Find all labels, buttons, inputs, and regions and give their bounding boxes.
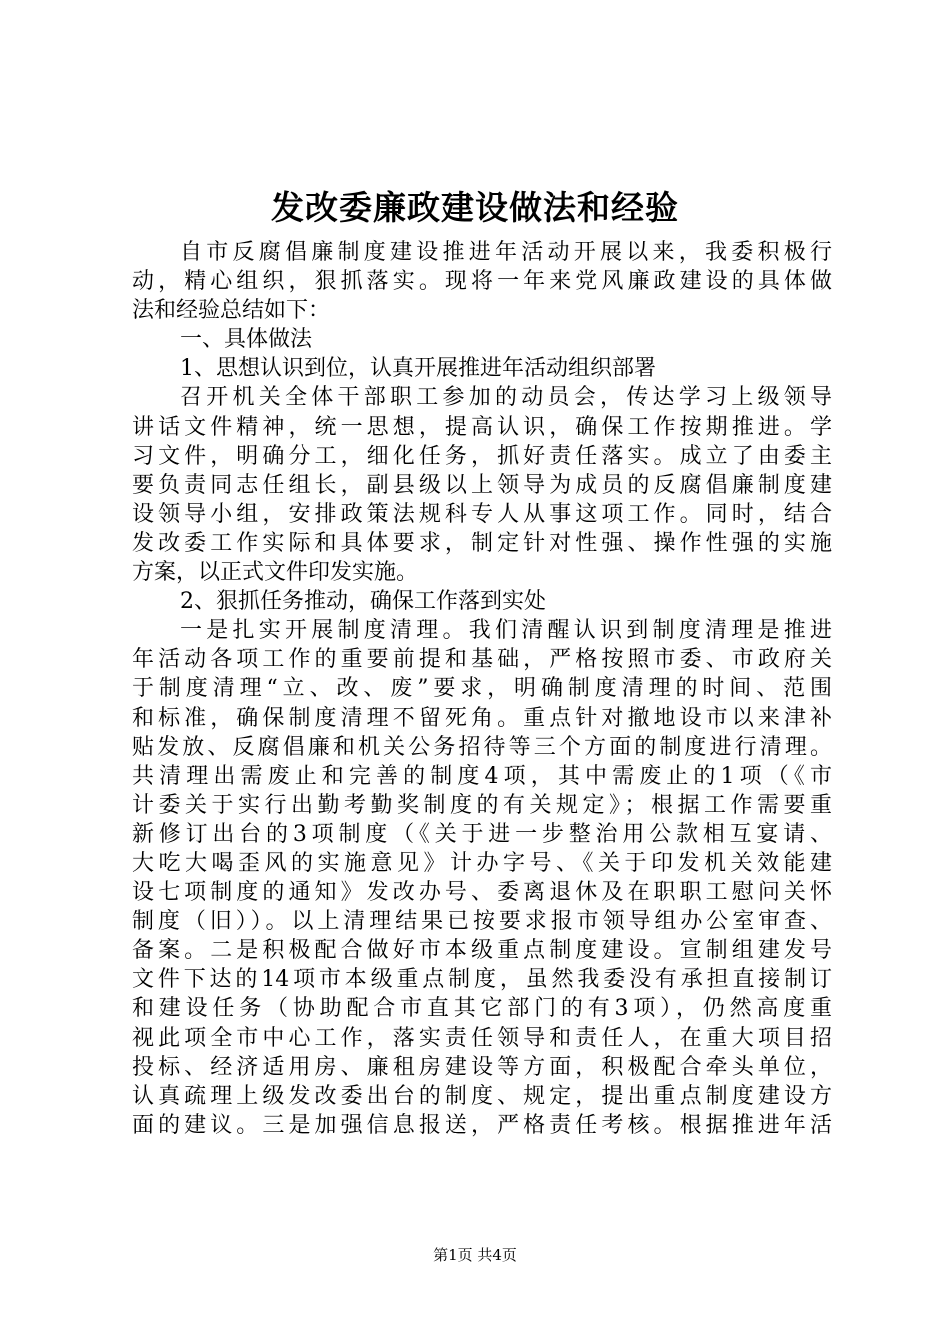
document-body	[132, 238, 832, 1140]
body-line: 新修订出台的3项制度（《关于进一步整治用公款相互宴请、	[132, 821, 832, 847]
body-line: 于制度清理“立、改、废”要求，明确制度清理的时间、范围	[132, 676, 832, 702]
body-line: 召开机关全体干部职工参加的动员会，传达学习上级领导	[180, 385, 832, 411]
body-line: 文件下达的14项市本级重点制度，虽然我委没有承担直接制订	[132, 967, 832, 993]
body-line: 和建设任务（协助配合市直其它部门的有3项），仍然高度重	[132, 996, 832, 1022]
body-line: 大吃大喝歪风的实施意见》计办字号、《关于印发机关效能建	[132, 850, 832, 876]
page-footer: 第1页 共4页	[433, 1246, 517, 1264]
body-line: 年活动各项工作的重要前提和基础，严格按照市委、市政府关	[132, 647, 832, 673]
body-line: 认真疏理上级发改委出台的制度、规定，提出重点制度建设方	[132, 1083, 832, 1109]
body-line: 方案，以正式文件印发实施。	[132, 560, 419, 586]
body-line: 贴发放、反腐倡廉和机关公务招待等三个方面的制度进行清理。	[132, 734, 832, 760]
body-line: 动，精心组织，狠抓落实。现将一年来党风廉政建设的具体做	[132, 269, 832, 295]
body-line: 面的建议。三是加强信息报送，严格责任考核。根据推进年活	[132, 1112, 832, 1138]
body-line: 一是扎实开展制度清理。我们清醒认识到制度清理是推进	[180, 618, 832, 644]
body-line: 共清理出需废止和完善的制度4项，其中需废止的1项（《市	[132, 763, 832, 789]
body-line: 习文件，明确分工，细化任务，抓好责任落实。成立了由委主	[132, 443, 832, 469]
body-line: 法和经验总结如下：	[132, 298, 331, 324]
body-line: 计委关于实行出勤考勤奖制度的有关规定》；根据工作需要重	[132, 792, 832, 818]
body-line: 制度（旧））。以上清理结果已按要求报市领导组办公室审查、	[132, 909, 832, 935]
body-line: 投标、经济适用房、廉租房建设等方面，积极配合牵头单位，	[132, 1054, 832, 1080]
body-line: 1、思想认识到位，认真开展推进年活动组织部署	[180, 356, 656, 382]
body-line: 2、狠抓任务推动，确保工作落到实处	[180, 589, 546, 615]
body-line: 讲话文件精神，统一思想，提高认识，确保工作按期推进。学	[132, 414, 832, 440]
body-line: 和标准，确保制度清理不留死角。重点针对撤地设市以来津补	[132, 705, 832, 731]
body-line: 一、具体做法	[180, 327, 313, 353]
body-line: 视此项全市中心工作，落实责任领导和责任人，在重大项目招	[132, 1025, 832, 1051]
body-line: 自市反腐倡廉制度建设推进年活动开展以来，我委积极行	[180, 240, 832, 265]
body-line: 设领导小组，安排政策法规科专人从事这项工作。同时，结合	[132, 501, 832, 527]
body-line: 备案。二是积极配合做好市本级重点制度建设。宣制组建发号	[132, 938, 832, 964]
document-title: 发改委廉政建设做法和经验	[271, 188, 679, 227]
body-line: 要负责同志任组长，副县级以上领导为成员的反腐倡廉制度建	[132, 472, 832, 498]
body-line: 设七项制度的通知》发改办号、委离退休及在职职工慰问关怀	[132, 880, 832, 906]
body-line: 发改委工作实际和具体要求，制定针对性强、操作性强的实施	[132, 530, 832, 556]
